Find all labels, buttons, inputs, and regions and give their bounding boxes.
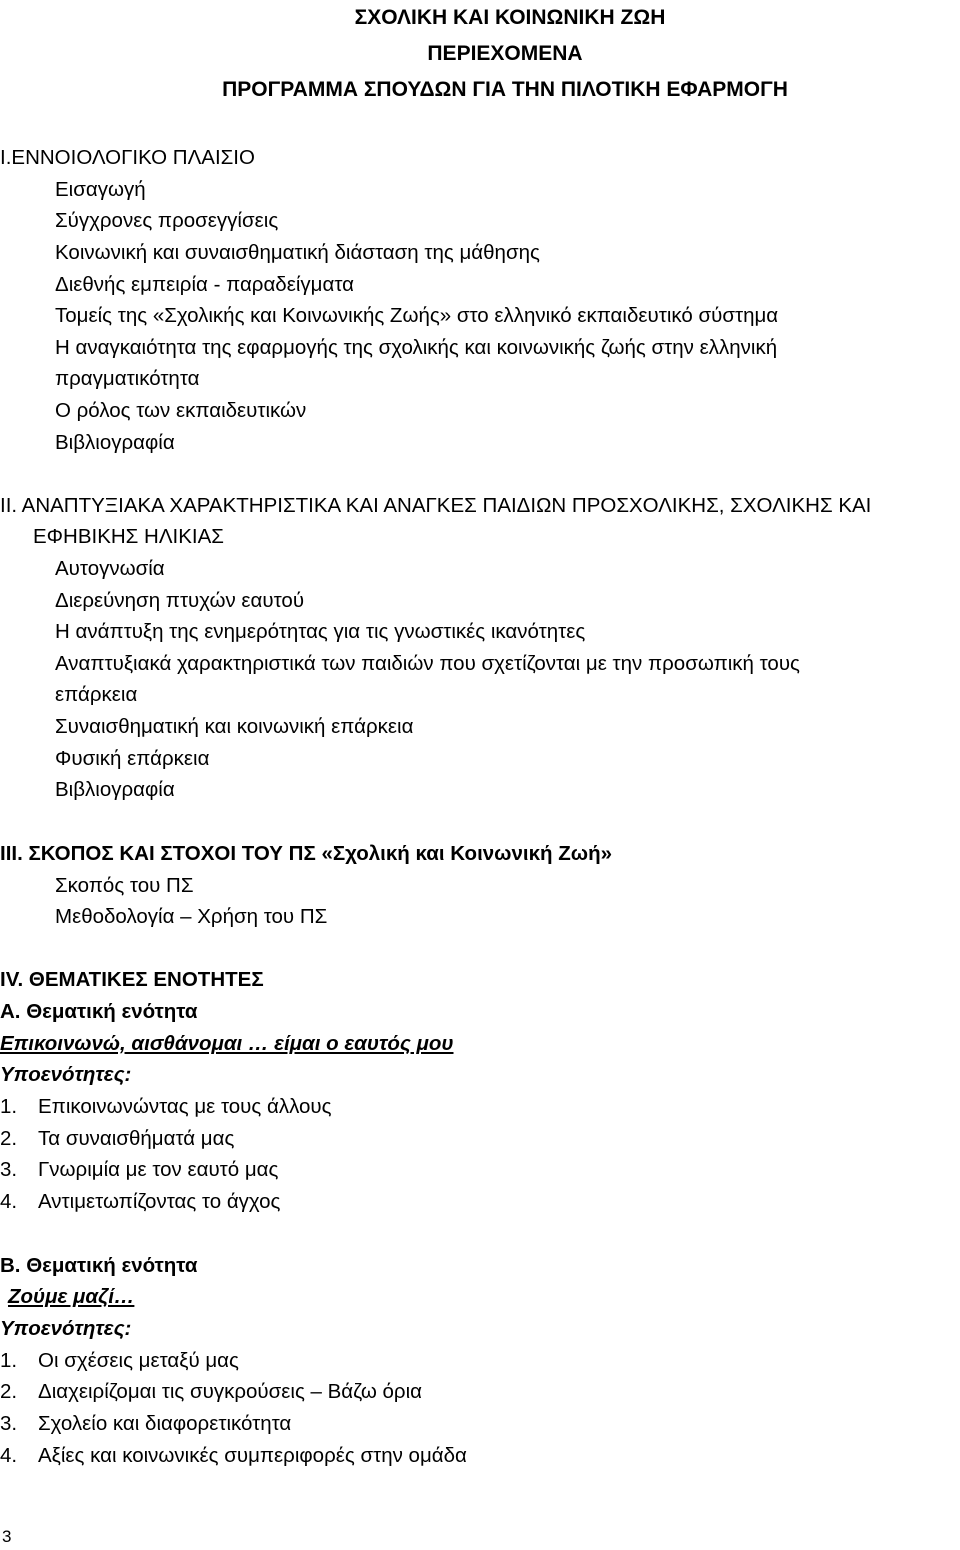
section-3-item: Μεθοδολογία – Χρήση του ΠΣ	[55, 905, 328, 928]
list-number: 2.	[0, 1127, 18, 1150]
subunit-text: Σχολείο και διαφορετικότητα	[38, 1412, 292, 1435]
subunit-text: Αντιμετωπίζοντας το άγχος	[38, 1190, 281, 1213]
section-1-item: Εισαγωγή	[55, 178, 146, 201]
section-2-heading-cont: ΕΦΗΒΙΚΗΣ ΗΛΙΚΙΑΣ	[33, 525, 224, 548]
section-1-item: πραγματικότητα	[55, 367, 200, 390]
section-1-item: Βιβλιογραφία	[55, 431, 175, 454]
section-2-item: Βιβλιογραφία	[55, 778, 175, 801]
section-2-item: Συναισθηματική και κοινωνική επάρκεια	[55, 715, 414, 738]
subunit-text: Επικοινωνώντας με τους άλλους	[38, 1095, 332, 1118]
title-block	[0, 0, 960, 108]
list-number: 2.	[0, 1380, 18, 1403]
section-2-item: Φυσική επάρκεια	[55, 747, 210, 770]
subunit-text: Διαχειρίζομαι τις συγκρούσεις – Βάζω όρια	[38, 1380, 422, 1403]
contents-heading: ΠΕΡΙΕΧΟΜΕΝΑ	[427, 42, 583, 65]
section-2-item: Διερεύνηση πτυχών εαυτού	[55, 589, 305, 612]
unit-a-subunit	[0, 1091, 960, 1123]
page-number: 3	[2, 1527, 12, 1546]
section-1-item: Κοινωνική και συναισθηματική διάσταση της μάθησης	[55, 241, 540, 264]
document-title: ΣΧΟΛΙΚΗ ΚΑΙ ΚΟΙΝΩΝΙΚΗ ΖΩΗ	[354, 6, 666, 29]
section-1-item: Ο ρόλος των εκπαιδευτικών	[55, 399, 307, 422]
unit-b-subunit	[0, 1408, 960, 1440]
section-2-item: Αυτογνωσία	[55, 557, 165, 580]
unit-a-subunit	[0, 1123, 960, 1155]
section-1-heading: Ι.ΕΝΝΟΙΟΛΟΓΙΚΟ ΠΛΑΙΣΙΟ	[0, 146, 255, 169]
list-number: 4.	[0, 1444, 18, 1467]
section-4-heading: IV. ΘΕΜΑΤΙΚΕΣ ΕΝΟΤΗΤΕΣ	[0, 968, 264, 991]
section-1-item: Τομείς της «Σχολικής και Κοινωνικής Ζωής» στο ελληνικό εκπαιδευτικό σύστημα	[55, 304, 779, 327]
section-3-heading: ΙΙΙ. ΣΚΟΠΟΣ ΚΑΙ ΣΤΟΧΟΙ ΤΟΥ ΠΣ «Σχολική και Κοινωνική Ζωή»	[0, 842, 612, 865]
subunit-text: Οι σχέσεις μεταξύ μας	[38, 1349, 239, 1372]
section-2-item: Η ανάπτυξη της ενημερότητας για τις γνωστικές ικανότητες	[55, 620, 586, 643]
unit-b-subunit	[0, 1440, 960, 1472]
list-number: 3.	[0, 1158, 18, 1181]
subunit-text: Τα συναισθήματά μας	[38, 1127, 235, 1150]
subunit-text: Γνωριμία με τον εαυτό μας	[38, 1158, 279, 1181]
unit-a-subunit	[0, 1154, 960, 1186]
section-2-item: επάρκεια	[55, 683, 138, 706]
section-3-item: Σκοπός του ΠΣ	[55, 874, 194, 897]
unit-a-label: Α. Θεματική ενότητα	[0, 1000, 198, 1023]
unit-a-subunit	[0, 1186, 960, 1218]
section-1-item: Η αναγκαιότητα της εφαρμογής της σχολικής και κοινωνικής ζωής στην ελληνική	[55, 336, 778, 359]
section-2-item: Αναπτυξιακά χαρακτηριστικά των παιδιών που σχετίζονται με την προσωπική τους	[55, 652, 800, 675]
section-2-heading: ΙΙ. ΑΝΑΠΤΥΞΙΑΚΑ ΧΑΡΑΚΤΗΡΙΣΤΙΚΑ ΚΑΙ ΑΝΑΓΚΕΣ ΠΑΙΔΙΩΝ ΠΡΟΣΧΟΛΙΚΗΣ, ΣΧΟΛΙΚΗΣ ΚΑΙ	[0, 494, 872, 517]
unit-a-subunits-label: Υποενότητες:	[0, 1063, 132, 1086]
unit-a-title: Επικοινωνώ, αισθάνομαι … είμαι ο εαυτός μου	[0, 1032, 454, 1055]
list-number: 4.	[0, 1190, 18, 1213]
list-number: 1.	[0, 1349, 18, 1372]
unit-b-subunit	[0, 1376, 960, 1408]
list-number: 3.	[0, 1412, 18, 1435]
subunit-text: Αξίες και κοινωνικές συμπεριφορές στην ομάδα	[38, 1444, 467, 1467]
section-1-item: Διεθνής εμπειρία - παραδείγματα	[55, 273, 354, 296]
section-1-item: Σύγχρονες προσεγγίσεις	[55, 209, 279, 232]
unit-b-title: Ζούμε μαζί…	[8, 1285, 135, 1308]
program-heading: ΠΡΟΓΡΑΜΜΑ ΣΠΟΥΔΩΝ ΓΙΑ ΤΗΝ ΠΙΛΟΤΙΚΗ ΕΦΑΡΜΟΓΗ	[222, 78, 788, 101]
unit-b-subunits-label: Υποενότητες:	[0, 1317, 132, 1340]
unit-b-label: Β. Θεματική ενότητα	[0, 1254, 198, 1277]
unit-b-subunit	[0, 1345, 960, 1377]
list-number: 1.	[0, 1095, 18, 1118]
